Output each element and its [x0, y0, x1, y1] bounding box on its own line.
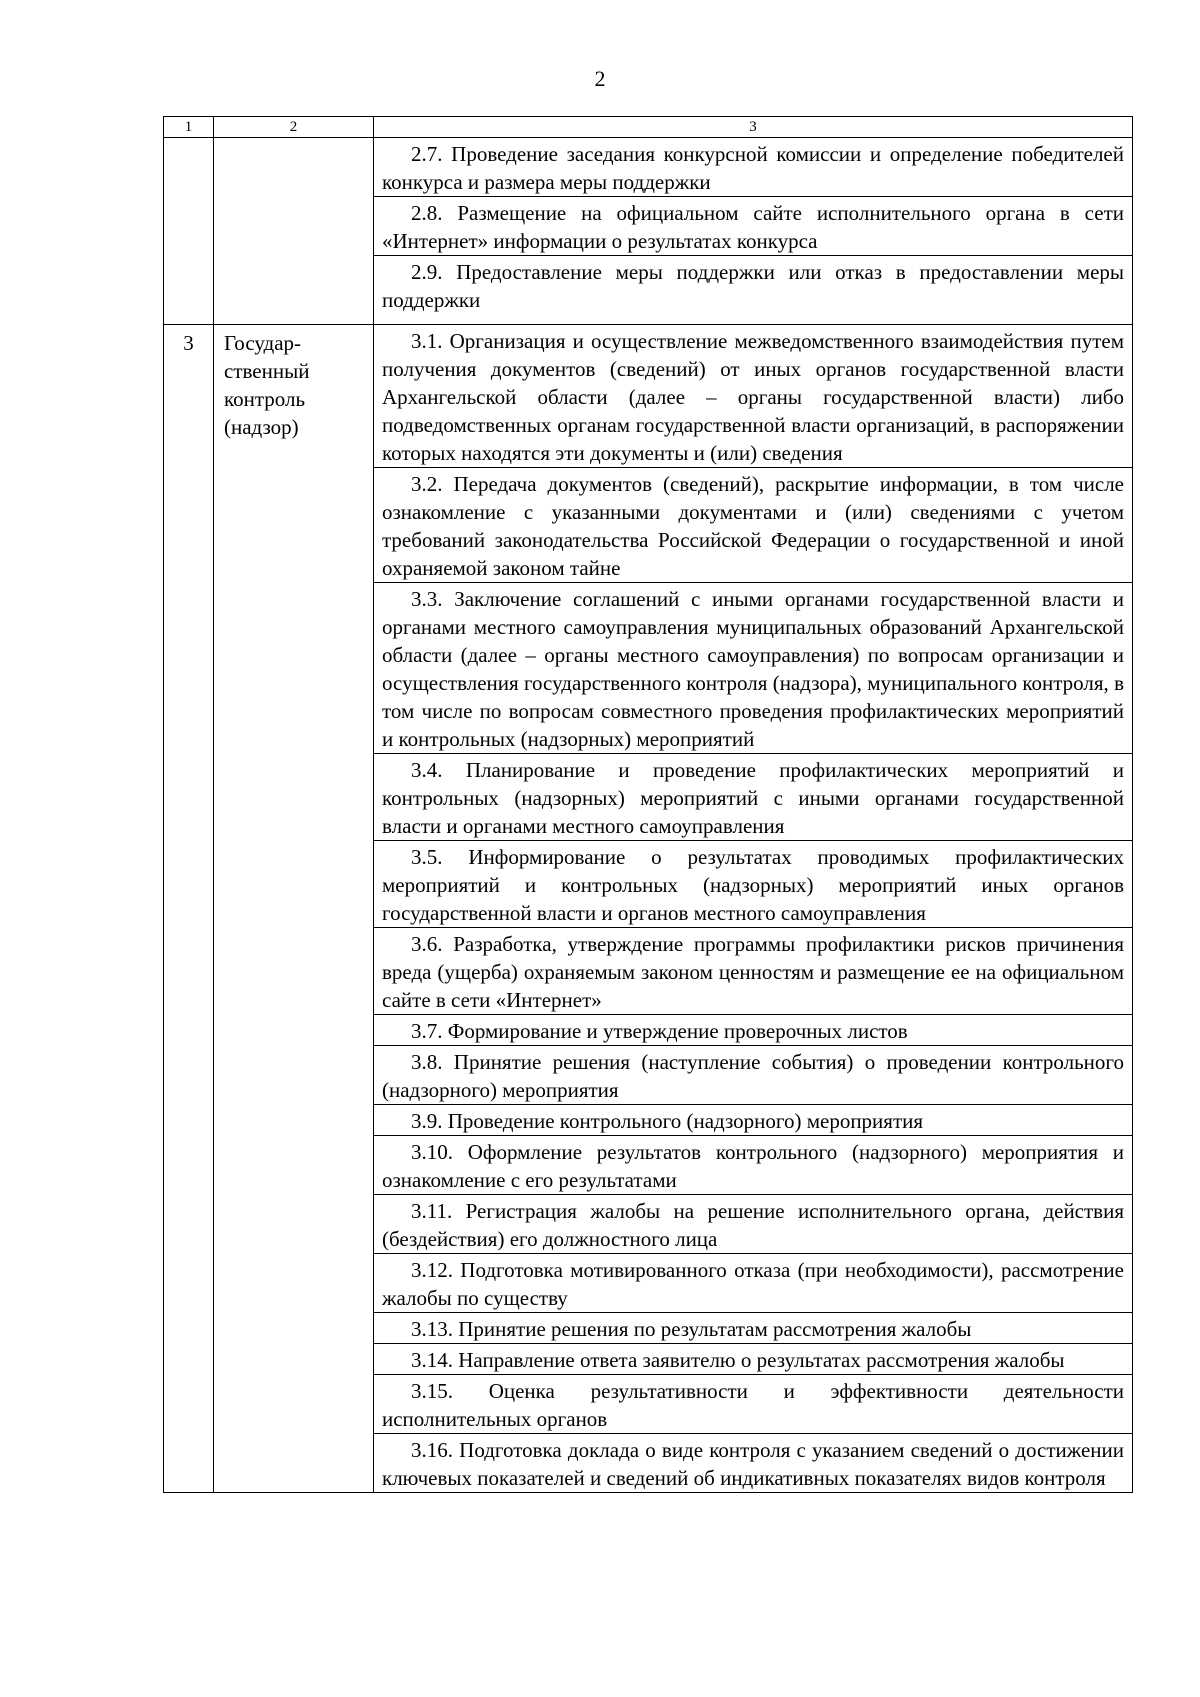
table-row-item: 3.4. Планирование и проведение профилактических мероприятий и контрольных (надзорных) мероприятий с иными органами государственной власти и органами местного самоуправления [374, 754, 1133, 841]
header-col-3: 3 [374, 117, 1133, 138]
table-row [164, 325, 1133, 468]
table-row-item: 3.6. Разработка, утверждение программы профилактики рисков причинения вреда (ущерба) охраняемым законом ценностям и размещение ее на официальном сайте в сети «Интернет» [374, 928, 1133, 1015]
table-row-item: 3.12. Подготовка мотивированного отказа (при необходимости), рассмотрение жалобы по существу [374, 1254, 1133, 1313]
activities-table [163, 116, 1133, 1493]
table-row-item: 3.7. Формирование и утверждение проверочных листов [374, 1015, 1133, 1046]
continuation-name-cell [214, 138, 374, 325]
table-row-item: 2.7. Проведение заседания конкурсной комиссии и определение победителей конкурса и размера меры поддержки [374, 138, 1133, 197]
table-row-item: 3.16. Подготовка доклада о виде контроля с указанием сведений о достижении ключевых показателей и сведений об индикативных показателях видов контроля [374, 1434, 1133, 1493]
header-col-2: 2 [214, 117, 374, 138]
page-number: 2 [594, 66, 606, 91]
table-row-item: 3.2. Передача документов (сведений), раскрытие информации, в том числе ознакомление с указанными документами и (или) сведениями с учетом требований законодательства Российской Федерации о государственной и иной охраняемой законом тайне [374, 468, 1133, 583]
table-row-item: 3.10. Оформление результатов контрольного (надзорного) мероприятия и ознакомление с его результатами [374, 1136, 1133, 1195]
table-header-row [164, 117, 1133, 138]
table-row-item: 2.9. Предоставление меры поддержки или отказ в предоставлении меры поддержки [374, 256, 1133, 325]
table-row-item: 3.9. Проведение контрольного (надзорного) мероприятия [374, 1105, 1133, 1136]
section-name: Государ-ственный контроль (надзор) [214, 325, 374, 1493]
table-row-item: 3.1. Организация и осуществление межведомственного взаимодействия путем получения документов (сведений) от иных органов государственной власти Архангельской области (далее – органы государственной власти) либо подведомственных органам государственной власти организаций, в распоряжении которых находятся эти документы и (или) сведения [374, 325, 1133, 468]
section-number: 3 [164, 325, 214, 1493]
table-row [164, 138, 1133, 197]
header-col-1: 1 [164, 117, 214, 138]
table-row-item: 3.3. Заключение соглашений с иными органами государственной власти и органами местного самоуправления муниципальных образований Архангельской области (далее – органы местного самоуправления) по вопросам организации и осуществления государственного контроля (надзора), муниципального контроля, в том числе по вопросам совместного проведения профилактических мероприятий и контрольных (надзорных) мероприятий [374, 583, 1133, 754]
table-row-item: 3.11. Регистрация жалобы на решение исполнительного органа, действия (бездействия) его должностного лица [374, 1195, 1133, 1254]
table-row-item: 3.13. Принятие решения по результатам рассмотрения жалобы [374, 1313, 1133, 1344]
table-row-item: 3.15. Оценка результативности и эффективности деятельности исполнительных органов [374, 1375, 1133, 1434]
table-row-item: 3.5. Информирование о результатах проводимых профилактических мероприятий и контрольных (надзорных) мероприятий иных органов государственной власти и органов местного самоуправления [374, 841, 1133, 928]
table-row-item: 3.14. Направление ответа заявителю о результатах рассмотрения жалобы [374, 1344, 1133, 1375]
table-row-item: 3.8. Принятие решения (наступление события) о проведении контрольного (надзорного) мероприятия [374, 1046, 1133, 1105]
continuation-number-cell [164, 138, 214, 325]
table-row-item: 2.8. Размещение на официальном сайте исполнительного органа в сети «Интернет» информации о результатах конкурса [374, 197, 1133, 256]
